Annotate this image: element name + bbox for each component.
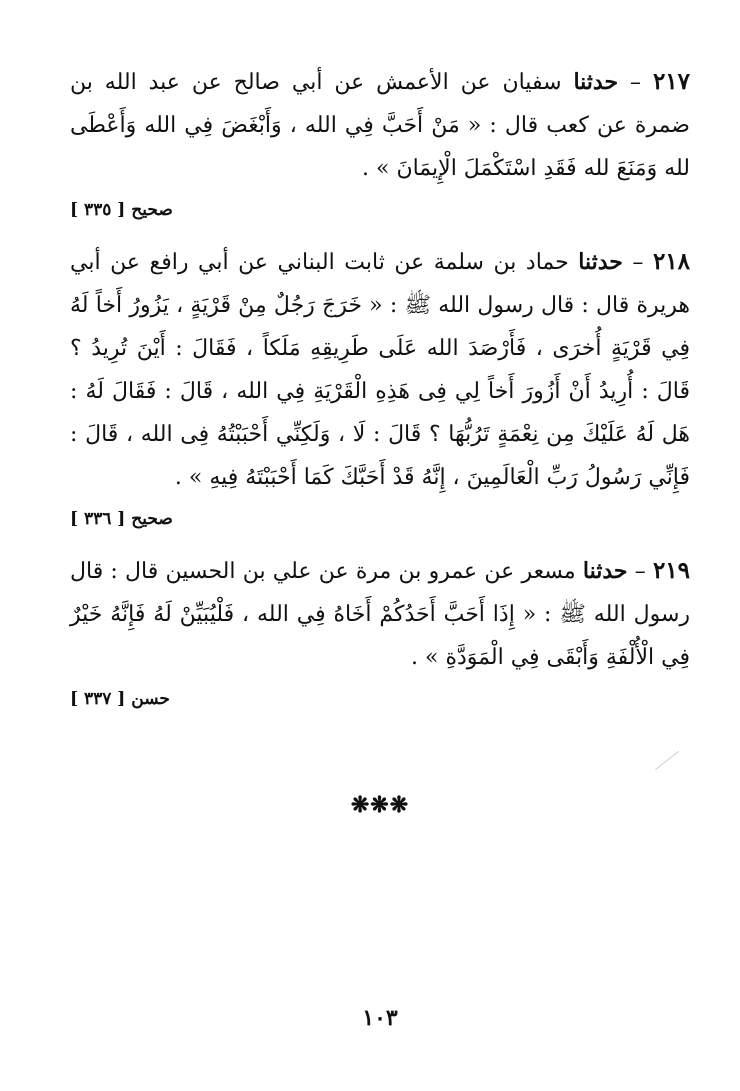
hadith-grade <box>70 689 690 709</box>
opening-word: حدثنا <box>573 69 619 95</box>
hadith-body: مسعر عن عمرو بن مرة عن علي بن الحسين قال : قال رسول الله ﷺ : « إِذَا أَحَبَّ أَحَدُكُمْ أَخَاهُ فِي الله ، فَلْيُبَيِّنْ لَهُ فَإِنَّهُ خَيْرٌ فِي الْأُلْفَةِ وَأَبْقَى فِي الْمَوَدَّةِ » . <box>70 559 690 670</box>
opening-word: حدثنا <box>582 558 628 584</box>
hadith-grade <box>70 509 690 529</box>
page-number: ١٠٣ <box>362 1005 398 1031</box>
hadith-number: ٢١٧ <box>652 68 691 95</box>
hadith-number: ٢١٨ <box>652 248 690 275</box>
opening-word: حدثنا <box>578 249 623 275</box>
hadith-218 <box>70 240 690 529</box>
hadith-text <box>70 60 690 190</box>
dash: – <box>632 250 644 275</box>
grade-label: صحيح <box>131 200 173 220</box>
grade-reference: [ ٣٣٧ ] <box>70 689 126 709</box>
grade-reference: [ ٣٣٦ ] <box>70 509 126 529</box>
dash: – <box>634 559 646 584</box>
hadith-number: ٢١٩ <box>652 557 690 584</box>
hadith-body: حماد بن سلمة عن ثابت البناني عن أبي رافع عن أبي هريرة قال : قال رسول الله ﷺ : « خَرَجَ رَجُلٌ مِنْ قَرْيَةٍ ، يَزُورُ أَخاً لَهُ فِي قَرْيَةٍ أُخرَى ، فَأَرْصَدَ الله عَلَى طَرِيقِهِ مَلَكاً ، فَقَالَ : أَيْنَ تُرِيدُ ؟ قَالَ : أُرِيدُ أَنْ أَزُورَ أَخاً لِي فِى هَذِهِ الْقَرْيَةِ فِي الله ، قَالَ : فَقَالَ لَهُ : هَل لَهُ عَلَيْكَ مِن نِعْمَةٍ تَرُبُّهَا ؟ قَالَ : لَا ، وَلَكِنِّي أَحْبَبْتُهُ فِى الله ، قَالَ : فَإِنِّي رَسُولُ رَبِّ الْعَالَمِينَ ، إِنَّهُ قَدْ أَحَبَّكَ كَمَا أَحْبَبْتَهُ فِيهِ » . <box>70 250 690 490</box>
grade-label: حسن <box>131 689 170 709</box>
dash: – <box>630 70 642 95</box>
hadith-217 <box>70 60 690 220</box>
grade-reference: [ ٣٣٥ ] <box>70 200 126 220</box>
hadith-219 <box>70 549 690 709</box>
hadith-text <box>70 240 690 499</box>
grade-label: صحيح <box>131 509 173 529</box>
section-separator: ❋❋❋ <box>350 792 410 818</box>
hadith-body: سفيان عن الأعمش عن أبي صالح عن عبد الله بن ضمرة عن كعب قال : « مَنْ أَحَبَّ فِي الله ، وَأَبْغَضَ فِي الله وَأَعْطَى لله وَمَنَعَ لله فَقَدِ اسْتَكْمَلَ الْإِيمَانَ » . <box>70 70 690 181</box>
hadith-grade <box>70 200 690 220</box>
book-page <box>70 60 690 1060</box>
hadith-text <box>70 549 690 679</box>
